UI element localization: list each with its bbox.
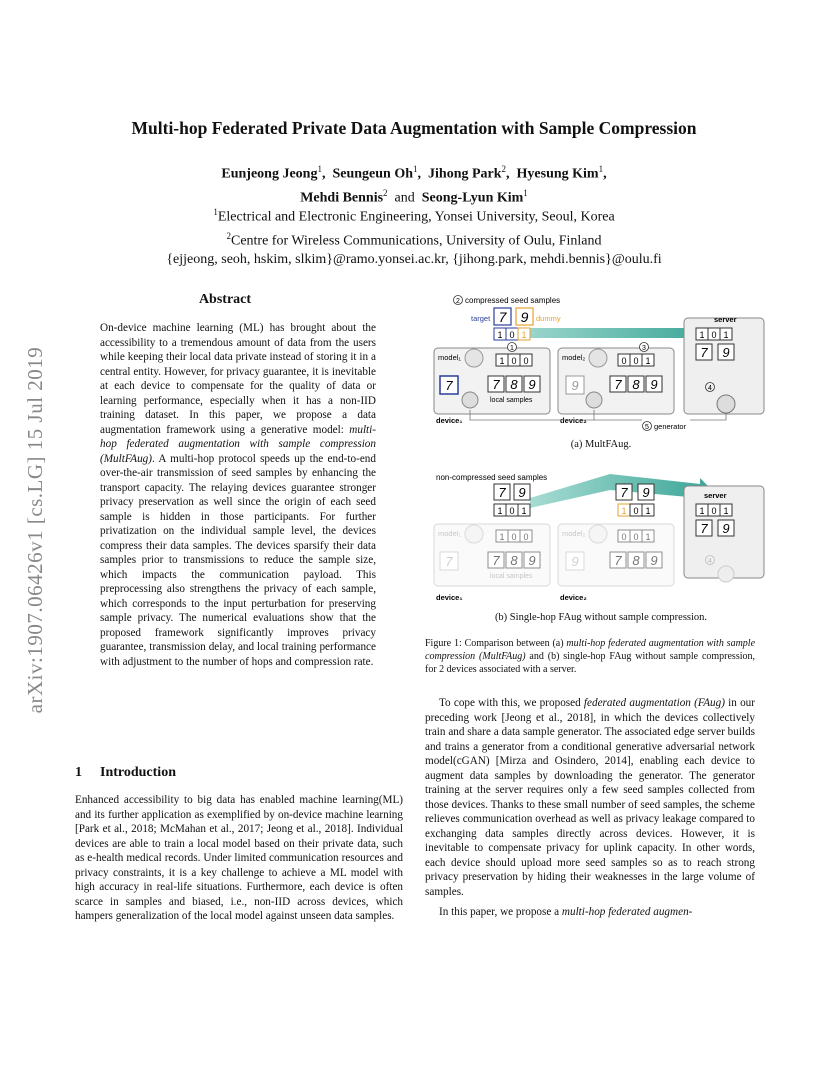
svg-text:1: 1	[645, 356, 651, 366]
server-label: server	[704, 491, 727, 500]
svg-text:7: 7	[492, 377, 500, 392]
bit-vector	[494, 328, 530, 340]
generator-icon	[717, 395, 735, 413]
author-separator: ,	[417, 166, 422, 182]
svg-text:3: 3	[642, 345, 646, 352]
svg-text:0: 0	[511, 356, 517, 366]
svg-text:0: 0	[509, 506, 515, 516]
svg-text:8: 8	[632, 553, 640, 568]
svg-text:1: 1	[497, 506, 503, 516]
generator-icon	[718, 566, 734, 582]
step-number: 2	[456, 298, 460, 305]
paper-title: Multi-hop Federated Private Data Augmentation with Sample Compression	[131, 118, 697, 138]
neural-net-icon	[465, 349, 483, 367]
svg-text:1: 1	[621, 506, 627, 516]
uplink-arrow-icon	[502, 323, 717, 343]
svg-text:1: 1	[699, 506, 705, 516]
svg-text:0: 0	[711, 506, 717, 516]
digit-glyph: 9	[520, 309, 529, 325]
svg-text:model₂: model₂	[562, 529, 586, 538]
svg-text:7: 7	[498, 485, 506, 500]
svg-text:1: 1	[723, 506, 729, 516]
svg-text:0: 0	[511, 532, 517, 542]
generator-icon	[586, 392, 602, 408]
affiliation-number: 1	[213, 207, 218, 217]
svg-text:0: 0	[523, 356, 529, 366]
author-affiliation-mark: 1	[523, 187, 528, 198]
compressed-seed-label: compressed seed samples	[465, 296, 561, 305]
digit-glyph: 7	[498, 309, 507, 325]
figure-1b-single-hop-diagram	[430, 468, 766, 604]
svg-text:9: 9	[518, 485, 526, 500]
generator-label: generator	[654, 422, 687, 431]
device-2-label: device₂	[560, 416, 587, 425]
model-2-label: model₂	[562, 353, 586, 362]
figure-caption: Figure 1: Comparison between (a) multi-hop federated augmentation with sample compression (MultFAug) and (b) single-hop FAug without sample compression, for 2 devices associated with a server.	[425, 638, 756, 675]
faded-devices	[434, 524, 674, 586]
author-affiliation-mark: 1	[413, 164, 418, 174]
svg-text:8: 8	[510, 553, 518, 568]
svg-text:8: 8	[510, 377, 518, 392]
subfigure-caption-b: (b) Single-hop FAug without sample compression.	[494, 612, 708, 623]
svg-text:1: 1	[521, 506, 527, 516]
svg-text:4: 4	[708, 385, 712, 392]
subfigure-caption-a: (a) MultFAug.	[570, 439, 632, 450]
generator-icon	[462, 392, 478, 408]
local-samples-label: local samples	[490, 397, 533, 404]
svg-text:1: 1	[497, 330, 503, 340]
svg-text:9: 9	[722, 521, 730, 536]
svg-text:9: 9	[650, 377, 658, 392]
author-separator: ,	[506, 166, 510, 182]
target-label: target	[471, 314, 491, 323]
svg-text:1: 1	[645, 506, 651, 516]
svg-text:7: 7	[445, 378, 453, 393]
svg-text:1: 1	[521, 330, 527, 340]
svg-text:0: 0	[621, 356, 627, 366]
author-name: Mehdi Bennis	[300, 190, 384, 206]
svg-text:0: 0	[711, 330, 717, 340]
device-1-label: device₁	[436, 416, 463, 425]
svg-text:0: 0	[621, 532, 627, 542]
noncompressed-seed-label: non-compressed seed samples	[436, 473, 548, 482]
svg-text:9: 9	[722, 345, 730, 360]
svg-text:7: 7	[445, 554, 453, 569]
svg-text:7: 7	[700, 521, 708, 536]
svg-text:1: 1	[699, 330, 705, 340]
author-name: Hyesung Kim	[516, 166, 599, 182]
author-affiliation-mark: 2	[383, 187, 388, 198]
section-title: Introduction	[100, 765, 176, 780]
author-affiliation-mark: 2	[501, 164, 507, 174]
svg-text:1: 1	[645, 532, 651, 542]
author-name: Eunjeong Jeong	[221, 166, 318, 182]
paragraph: In this paper, we propose a multi-hop federated augmen-	[439, 906, 693, 918]
author-name: Jihong Park	[428, 166, 502, 182]
svg-text:local samples: local samples	[490, 573, 533, 580]
affiliation-text: Electrical and Electronic Engineering, Yonsei University, Seoul, Korea	[217, 209, 615, 225]
abstract-emphasis: multi-hop federated augmentation with sample compression (MultFAug)	[100, 423, 376, 465]
paragraph: To cope with this, we proposed federated augmentation (FAug) in our preceding work [Jeong et al., 2018], in which the devices collectively train and share a data sample generator. The associated edge server builds and trains a generator from a conditional generative adversarial network model(cGAN) [Mirza and Osindero, 2014], enabling each device to augment data samples by downloading the generator. The generator training at the server requires only a few seed samples collected from those devices. Thanks to these small number of seed samples, the scheme relieves communication overhead as well as privacy leakage compared to exchanging data samples directly across devices. However, it is inevitable to compensate privacy for uplink capacity. In other words, each device should upload more seed samples so as to reach strong privacy preservation by hiding their weaknesses in the large volume of samples.	[425, 697, 755, 898]
svg-text:9: 9	[571, 554, 579, 569]
svg-text:model₁: model₁	[438, 529, 461, 538]
svg-text:5: 5	[645, 424, 649, 431]
svg-text:7: 7	[492, 553, 500, 568]
svg-text:9: 9	[642, 485, 650, 500]
svg-text:7: 7	[620, 485, 628, 500]
abstract-body: On-device machine learning (ML) has brought about the accessibility to a tremendous amount of data from the users while keeping their local data private instead of storing it in a central entity. However, for privacy guarantee, it is inevitable at each device to compensate for the quality of data or learning performance, especially when it has a non-IID training dataset. In this paper, we propose a data augmentation framework using a generative model: multi-hop federated augmentation with sample compression (MultFAug). A multi-hop protocol speeds up the end-to-end over-the-air transmission of seed samples by enhancing the transport capacity. The relaying devices guarantee stronger privacy preservation as well since the origin of each seed sample is hidden in those participants. For further privatization on the individual sample level, the devices compress their data samples. The devices sparsify their data samples prior to transmissions to reduce the sample size, which impacts the communication payload. This preprocessing also strengthens the privacy of each sample, which corresponds to the input perturbation for preserving sample privacy. The numerical evaluations show that the proposed framework significantly improves privacy guarantee, transmission delay, and local training performance with adjustment to the number of hops and compression rate.	[100, 322, 376, 668]
svg-text:1: 1	[510, 345, 514, 352]
affiliation-number: 2	[226, 230, 231, 241]
svg-text:9: 9	[571, 378, 579, 393]
svg-text:7: 7	[614, 553, 622, 568]
author-affiliation-mark: 1	[317, 164, 322, 174]
figure-1a-multfaug-diagram	[430, 292, 766, 432]
device-1-label: device₁	[436, 593, 463, 602]
author-separator: ,	[321, 166, 326, 182]
svg-text:9: 9	[650, 553, 658, 568]
author-name: Seungeun Oh	[332, 166, 414, 182]
svg-text:7: 7	[700, 345, 708, 360]
server-label: server	[714, 315, 737, 324]
author-emails: {ejjeong, seoh, hskim, slkim}@ramo.yonsei.ac.kr, {jihong.park, mehdi.bennis}@oulu.fi	[166, 252, 662, 268]
affiliations	[0, 203, 828, 269]
svg-text:0: 0	[509, 330, 515, 340]
svg-text:1: 1	[723, 330, 729, 340]
author-list	[0, 160, 828, 207]
svg-text:9: 9	[528, 553, 536, 568]
svg-text:0: 0	[523, 532, 529, 542]
neural-net-icon	[589, 349, 607, 367]
right-column-body	[425, 696, 755, 920]
arxiv-identifier: arXiv:1907.06426v1 [cs.LG] 15 Jul 2019	[23, 346, 47, 714]
abstract-heading: Abstract	[198, 292, 252, 307]
device-2-label: device₂	[560, 593, 587, 602]
section-heading-introduction	[75, 765, 176, 781]
model-1-label: model₁	[438, 353, 461, 362]
author-name: Seong-Lyun Kim	[421, 190, 524, 206]
affiliation-text: Centre for Wireless Communications, University of Oulu, Finland	[230, 233, 602, 249]
introduction-body: Enhanced accessibility to big data has enabled machine learning(ML) and its further application as exemplified by on-device machine learning [Park et al., 2018; McMahan et al., 2017; Jeong et al., 2018]. Individual devices are able to train a local model based on their private data, such as e-health medical records. Under limited communication resources and privacy constraints, it is a key challenge to achieve a ML model with high accuracy in real-life situations. Furthermore, each device is often scarce in samples and biased, i.e., non-IID across devices, which hampers generalization of the local model against unseen data samples.	[75, 794, 403, 922]
svg-text:1: 1	[499, 532, 505, 542]
svg-text:0: 0	[633, 532, 639, 542]
svg-text:8: 8	[632, 377, 640, 392]
svg-text:4: 4	[708, 558, 712, 565]
author-separator: and	[394, 190, 415, 206]
dummy-label: dummy	[536, 314, 561, 323]
svg-text:9: 9	[528, 377, 536, 392]
svg-text:0: 0	[633, 506, 639, 516]
svg-text:1: 1	[499, 356, 505, 366]
svg-text:0: 0	[633, 356, 639, 366]
section-number: 1	[75, 765, 82, 780]
svg-text:7: 7	[614, 377, 622, 392]
author-affiliation-mark: 1	[598, 164, 604, 174]
author-separator: ,	[603, 166, 607, 182]
